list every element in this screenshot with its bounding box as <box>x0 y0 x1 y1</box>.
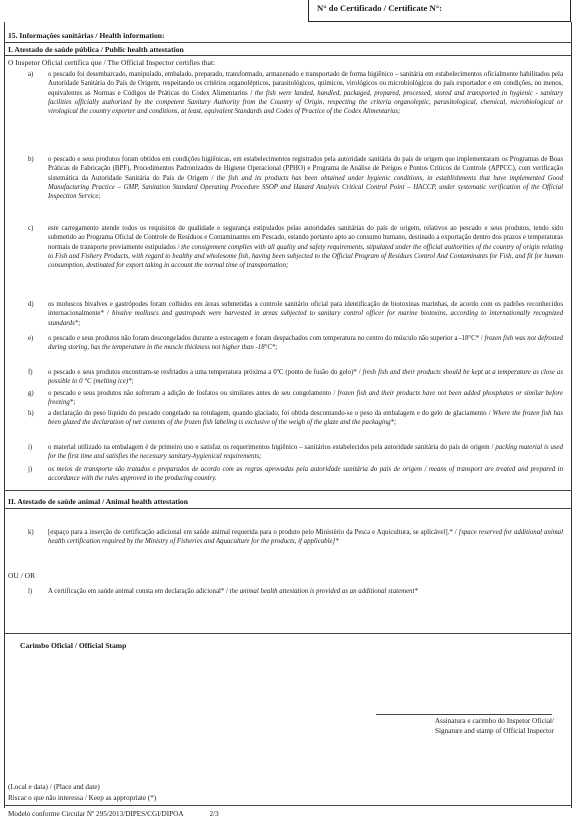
item-text-pt: a declaração do peso líquido do pescado congelado na rotulagem, quando glaciado, foi obtida descontando-se o peso da embalagem e do gelo de glaciamento / <box>48 410 491 417</box>
or-label: OU / OR <box>8 571 36 580</box>
divider <box>4 490 572 491</box>
divider <box>4 633 572 634</box>
model-reference: Modelo conforme Circular Nº 295/2013/DIPES/CGI/DIPOA <box>8 810 184 818</box>
item-letter: f) <box>28 369 33 376</box>
item-letter: a) <box>28 71 34 78</box>
signature-caption <box>370 716 554 736</box>
attestation-item-k <box>8 528 563 547</box>
item-text-en: bivalve molluscs and gastropods were harvested in areas subjected to sanitary control officer for marine biotoxins, according to internationally recognized standards*; <box>48 310 563 327</box>
section-15-title: 15. Informações sanitárias / Health information: <box>8 31 165 40</box>
item-letter: l) <box>28 588 33 595</box>
signature-caption-line: Signature and stamp of Official Inspector <box>434 727 554 735</box>
item-letter: d) <box>28 301 34 308</box>
item-text-en: frozen fish was not defrosted during storing, has the temperature in the muscle thickness not higher than -18°C*; <box>48 335 563 352</box>
certificate-number-box <box>308 0 571 22</box>
item-letter: j) <box>28 466 33 473</box>
attestation-item-d <box>8 300 563 328</box>
item-text-en: os meios de transporte são tratados e preparados de acordo com as regras aprovadas pela autoridade sanitária do país de origem / means of transport are treated and prepared in accordance with the rules approved in the producing country. <box>48 466 563 483</box>
item-text-en: the consignment complies with all quality and safety requirements, stipulated under the official authorities of the country of origin relating to Fish and Fishery Products, with regard to healthy and wholesome fish, having been subjected to the Official Program of Residues Control And Contaminants for Fish, and fit for human consumption, destinated for export taking in account the normal time of transportation; <box>48 243 563 269</box>
item-text-en: frozen fish and their products have not been added phosphates or similar before freezing*; <box>48 390 563 407</box>
item-text-pt: o pescado e seus produtos não foram descongelados durante a estocagem e foram despachados com temperatura no centro do músculo não superior a -18°C* / <box>48 335 483 342</box>
attestation-item-l <box>8 587 563 596</box>
divider <box>4 55 572 56</box>
footer <box>8 810 219 818</box>
item-text-en: the fish were landed, handled, packaged, prepared, processed, stored and transported in hygienic - sanitary facilities officially authorized by the competent Sanitary Authority from the Country of Origin, respecting the criteria organoleptic, parasitological, chemical, microbiological or virological the country exporter and conditions, at least, equivalent Standards and Codes of Practice of the Codex Alimentarius; <box>48 89 563 115</box>
item-text-pt: o pescado e seus produtos encontram-se resfriados a uma temperatura próxima a 0ºC (ponto de fusão do gelo)* / <box>48 369 361 376</box>
page-number: 2/3 <box>209 810 219 818</box>
attestation-item-b <box>8 155 563 201</box>
strike-note: Riscar o que não interessa / Keep as appropriate (*) <box>8 794 157 802</box>
item-text-pt: este carregamento atende todos os requisitos de qualidade e segurança estipulados pelas autoridades sanitárias do país de origem, relativos ao pescado e seus produtos, tendo sido submetido ao Programa Oficial de Controle de Resíduos e Contaminantes em Pescado, estando portanto apto ao consumo humano, destinado a exportação dentro dos prazos e temperaturas normais de transporte previamente estipulados / <box>48 225 563 251</box>
item-text-en: the fish and its products has been obtained under hygienic conditions, in establishments that have implemented Good Manufacturing Practice – GMP, Sanitation Standard Operating Procedure SSOP and Hazard Analysis Critical Control Point – HACCP, under systematic verification of the Official Inspection Service; <box>48 174 563 200</box>
item-letter: c) <box>28 225 34 232</box>
item-letter: b) <box>28 156 34 163</box>
divider <box>4 508 572 509</box>
item-text-en: [space reserved for additional animal health certification required by the Ministry of Fisheries and Aquaculture for the products, if applicable]* <box>48 529 564 546</box>
item-letter: k) <box>28 529 34 536</box>
attestation-item-h <box>8 409 563 428</box>
attestation-item-i <box>8 443 563 462</box>
attestation-item-j <box>8 465 563 484</box>
official-stamp-title: Carimbo Oficial / Official Stamp <box>20 641 127 650</box>
item-text-pt: o material utilizado na embalagem é de primeiro uso e satisfaz os requerimentos higiênico – sanitários estabelecidos pela autoridade sanitária do país de origem / <box>48 444 494 451</box>
divider <box>4 42 572 43</box>
item-text-en: fresh fish and their products should be kept at a temperature as close as possible to 0 °C (melting ice)*; <box>48 369 563 386</box>
item-text-pt: [espaço para a inserção de certificação adicional em saúde animal requerida para o produto pelo Ministério da Pesca e Aquicultura, se aplicável].* / <box>48 529 457 536</box>
certificate-number-label: N° do Certificado / Certificate N°: <box>317 3 442 13</box>
signature-line <box>376 714 552 715</box>
item-text-pt: o pescado foi desembarcado, manipulado, embalado, preparado, transformado, armazenado e transportado de forma higiênico – sanitária em estabelecimentos oficialmente habilitados pela Autoridade Sanitária do País de Origem, respeitando os critérios organolépticos, parasitológicos, químicos, virológicos ou microbiológicos do país exportador e em condições, no menos, equivalentes as Normas e Códigos de Práticas do Codex Alimentarius / <box>48 71 563 97</box>
item-text-pt: o pescado e seus produtos foram obtidos em condições higiênicas, em estabelecimentos registrados pela autoridade sanitária do país de origem que implementaram os Programas de Boas Práticas de Fabricação (BPF), Procedimentos Padronizados de Higiene Operacional (PPHO) e Programa de Análise de Perigos e Pontos Críticos de Controle (APPCC), com verificação sistemática da Autoridade Sanitária do País de Origem / <box>48 156 563 182</box>
item-text-en: packing material is used for the first time and satisfies the necessary sanitary-hygienical requirements; <box>48 444 564 461</box>
item-text-en: Where the frozen fish has been glazed the declaration of net contents of the frozen fish labeling is exclusive of the weigh of the glaze and the packaging*; <box>48 410 563 427</box>
signature-caption-line: Assinatura e carimbo do Inspetor Oficial/ <box>434 717 554 725</box>
item-text-pt: os moluscos bivalves e gastrópodes foram colhidos em áreas submetidas a controle sanitário oficial para identificação de biotoxinas marinhas, de acordo com os padrões reconhecidos internacionalmente* / <box>48 301 563 318</box>
section-1-heading: I. Atestado de saúde pública / Public health attestation <box>8 45 184 54</box>
attestation-item-f <box>8 368 563 387</box>
attestation-item-g <box>8 389 563 408</box>
section-2-heading: II. Atestado de saúde animal / Animal health attestation <box>8 497 188 506</box>
item-text-en: the animal health attestation is provided as an additional statement* <box>227 588 418 595</box>
item-letter: h) <box>28 410 34 417</box>
item-text-pt: A certificação em saúde animal consta em declaração adicional* / <box>48 588 228 595</box>
attestation-item-e <box>8 334 563 353</box>
attestation-item-c <box>8 224 563 270</box>
section-1-intro: O Inspetor Oficial certifica que / The Official Inspector certifies that: <box>8 58 216 67</box>
attestation-item-a <box>8 70 563 116</box>
item-letter: i) <box>28 444 33 451</box>
item-letter: e) <box>28 335 34 342</box>
divider <box>4 805 572 806</box>
item-letter: g) <box>28 390 34 397</box>
item-text-pt: o pescado e seus produtos não sofreram a adição de fosfatos ou similares antes de seu congelamento / <box>48 390 336 397</box>
place-date-label: (Local e data) / (Place and date) <box>8 783 100 791</box>
